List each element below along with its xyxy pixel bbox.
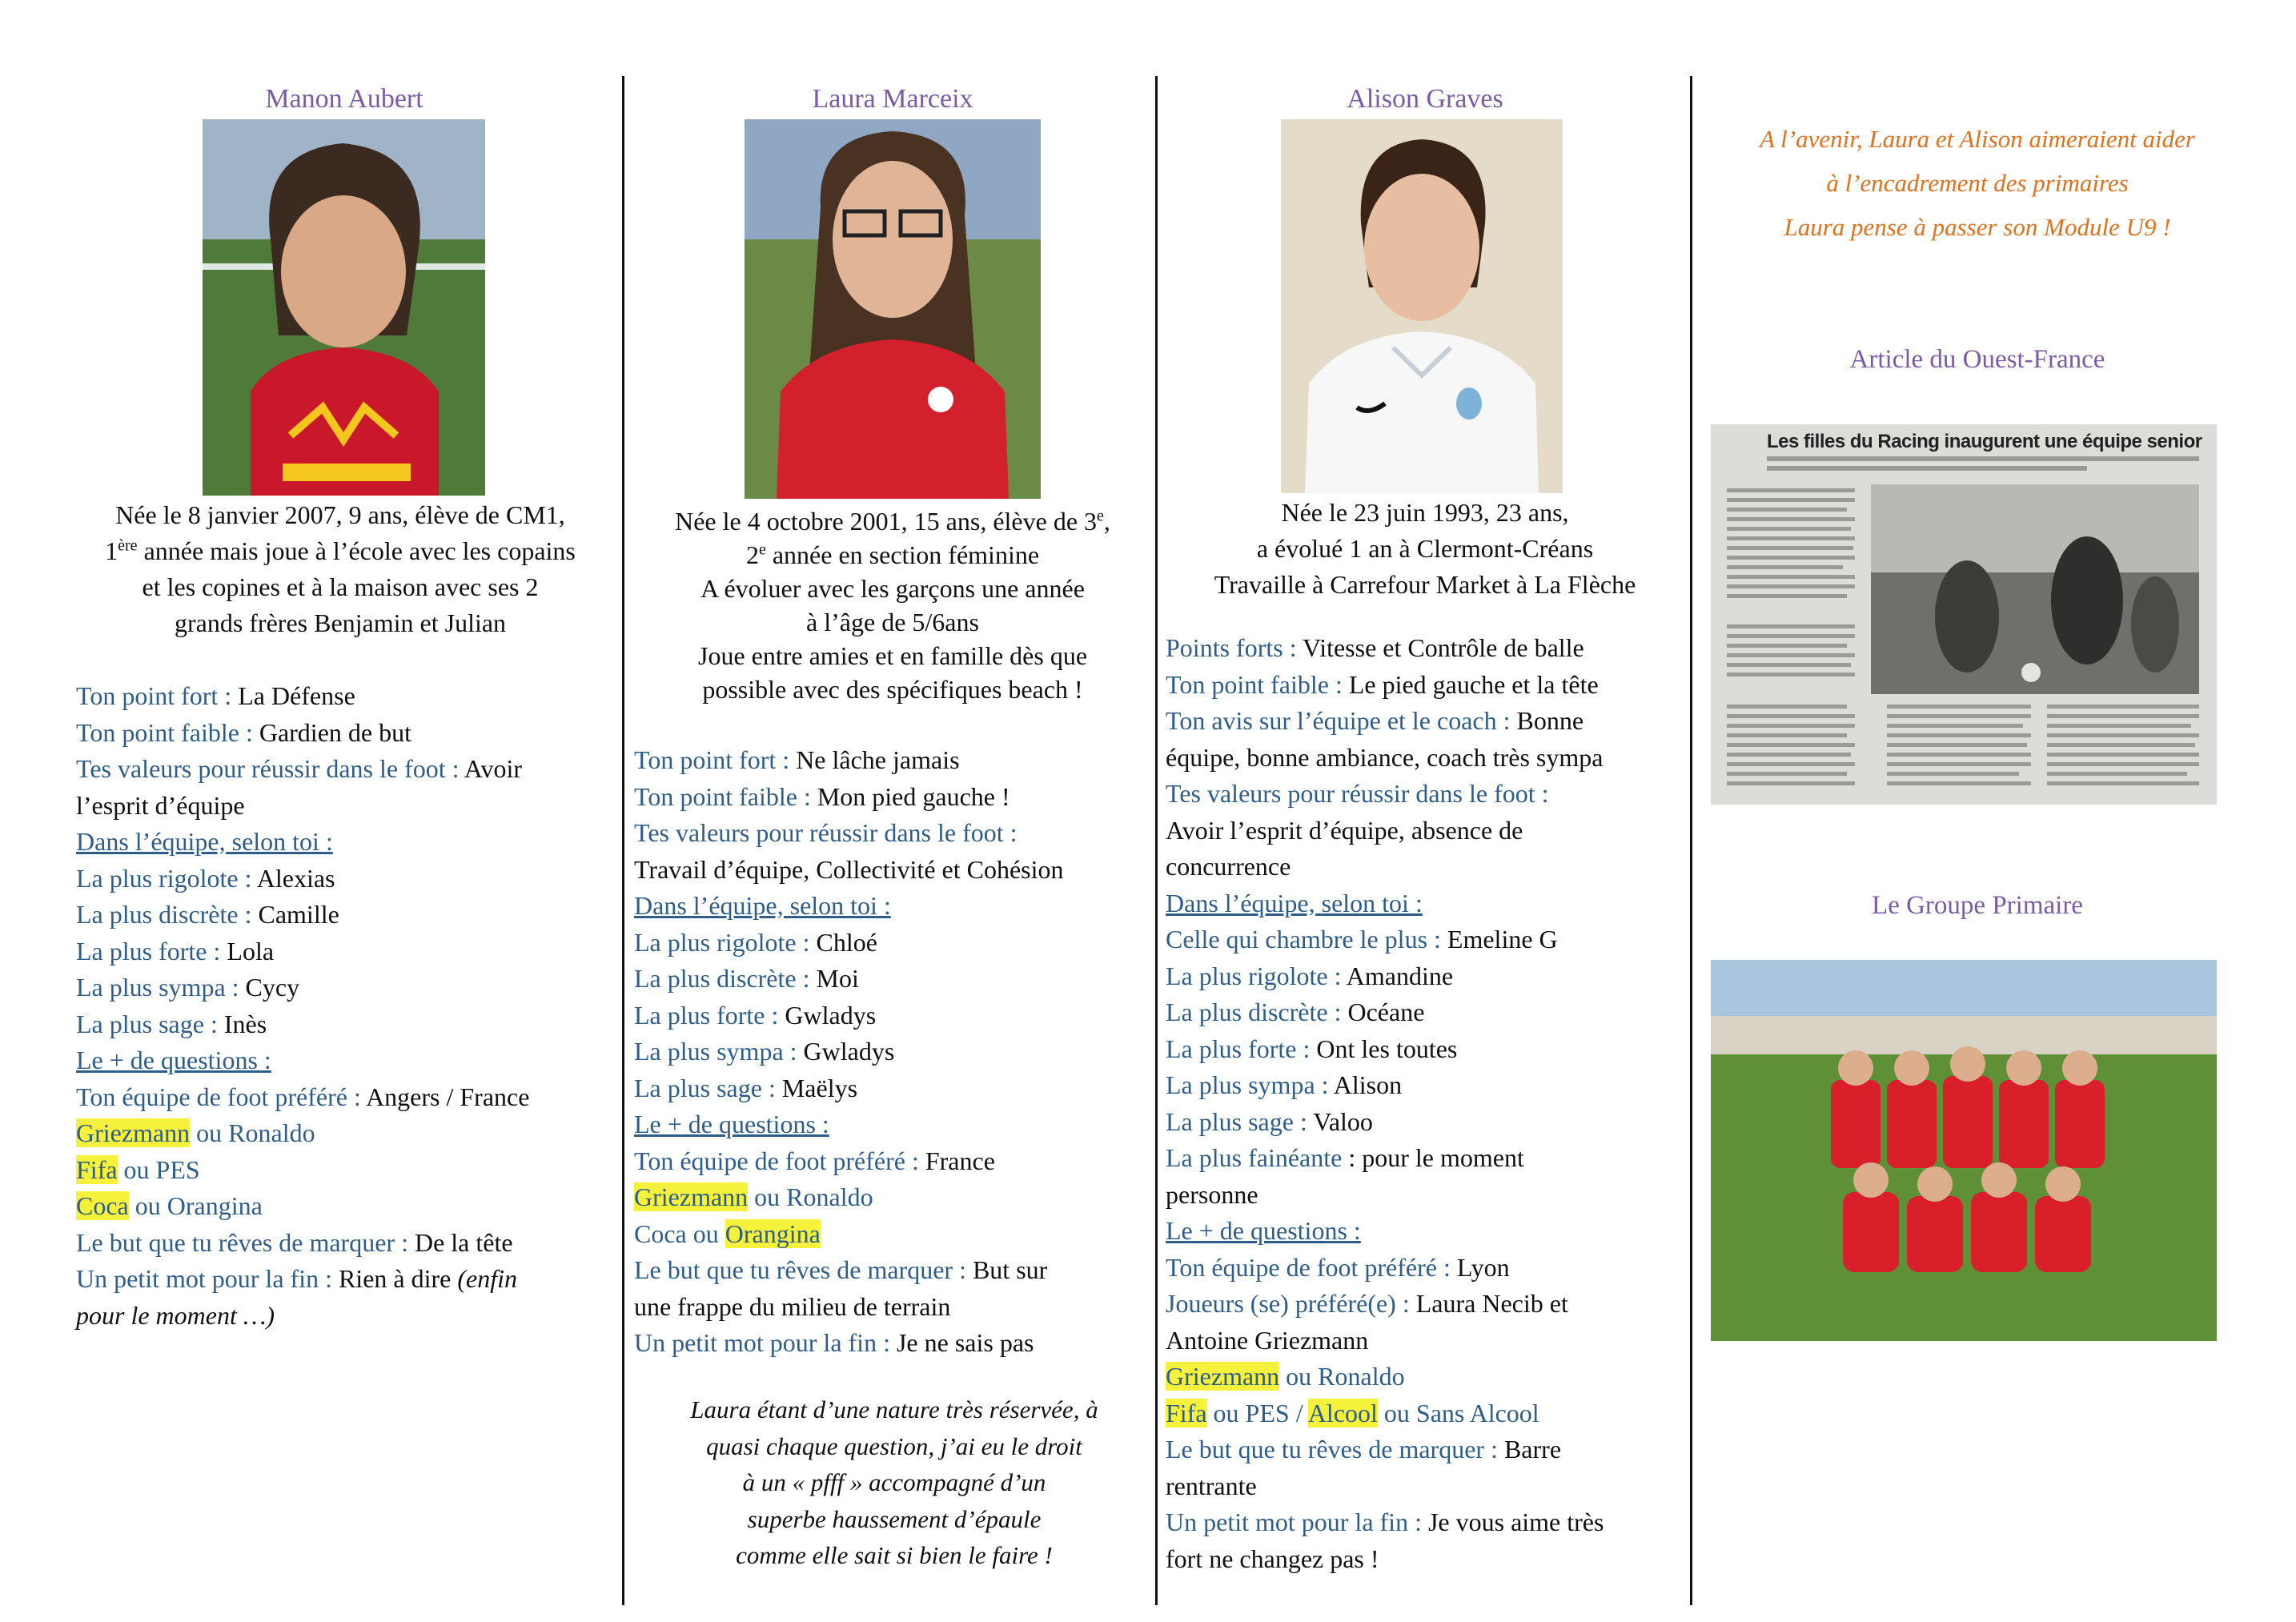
qa-row: La plus sympa : Gwladys (634, 1037, 895, 1066)
group-title: Le Groupe Primaire (1872, 891, 2083, 920)
section-heading: Dans l’équipe, selon toi : (634, 891, 891, 920)
qa-row: Joueurs (se) préféré(e) : Laura Necib et (1166, 1289, 1568, 1318)
qa-continuation: équipe, bonne ambiance, coach très sympa (1166, 742, 1604, 772)
qa-row: Ton point fort : La Défense (76, 681, 355, 710)
qa-row: Celle qui chambre le plus : Emeline G (1166, 925, 1558, 954)
qa-continuation: Avoir l’esprit d’équipe, absence de (1166, 815, 1523, 845)
qa-continuation: l’esprit d’équipe (76, 790, 245, 820)
player-name-alison: Alison Graves (1347, 84, 1503, 114)
interview-laura (634, 742, 1154, 1362)
qa-row: Points forts : Vitesse et Contrôle de balle (1166, 633, 1584, 662)
qa-row: Un petit mot pour la fin : Je ne sais pas (634, 1328, 1034, 1357)
section-heading: Dans l’équipe, selon toi : (76, 827, 333, 856)
qa-row: Le but que tu rêves de marquer : De la tête (76, 1227, 513, 1257)
qa-row: Tes valeurs pour réussir dans le foot : Avoir (76, 754, 523, 783)
bio-alison: Née le 23 juin 1993, 23 ans, a évolué 1 an à Clermont-Créans Travaille à Carrefour Market à La Flèche (1214, 498, 1636, 599)
qa-row: Un petit mot pour la fin : Je vous aime très (1166, 1508, 1604, 1536)
qa-row: La plus forte : Ont les toutes (1166, 1034, 1458, 1063)
section-heading: Le + de questions : (76, 1046, 271, 1074)
qa-row: La plus rigolote : Amandine (1166, 961, 1454, 990)
bio-manon: Née le 8 janvier 2007, 9 ans, élève de CM1, 1ère année mais joue à l’école avec les copains et les copines et à la maison avec ses 2 grands frères Benjamin et Julian (105, 500, 576, 637)
qa-continuation: concurrence (1166, 852, 1291, 881)
section-heading: Le + de questions : (634, 1110, 829, 1138)
qa-choice: Fifa ou PES (76, 1154, 200, 1184)
qa-label: Tes valeurs pour réussir dans le foot : (1166, 779, 1549, 808)
qa-choice: Griezmann ou Ronaldo (76, 1118, 315, 1147)
qa-row: La plus sympa : Alison (1166, 1070, 1403, 1099)
qa-row: La plus rigolote : Chloé (634, 927, 877, 957)
article-title: Article du Ouest-France (1849, 345, 2105, 374)
newspaper-clipping (1711, 424, 2217, 805)
qa-row: Le but que tu rêves de marquer : But sur (634, 1255, 1048, 1284)
photo-laura (745, 119, 1041, 499)
interview-manon (76, 678, 612, 1334)
photo-alison (1281, 119, 1563, 493)
qa-continuation: Travail d’équipe, Collectivité et Cohésion (634, 854, 1064, 884)
qa-row: Ton équipe de foot préféré : France (634, 1146, 995, 1175)
qa-continuation: pour le moment …) (76, 1300, 275, 1330)
qa-row: La plus discrète : Moi (634, 964, 859, 993)
qa-choice: Fifa ou PES / Alcool ou Sans Alcool (1166, 1398, 1539, 1427)
player-name-manon: Manon Aubert (265, 84, 423, 114)
qa-row: La plus discrète : Camille (76, 900, 339, 929)
qa-label: Tes valeurs pour réussir dans le foot : (634, 818, 1018, 847)
photo-manon (203, 119, 485, 496)
qa-continuation: une frappe du milieu de terrain (634, 1291, 951, 1321)
note-laura: Laura étant d’une nature très réservée, à quasi chaque question, j’ai eu le droit à un « pfff » accompagné d’un superbe haussement d’épaule comme elle sait si bien le faire ! (690, 1395, 1098, 1569)
qa-choice: Coca ou Orangina (634, 1219, 821, 1248)
section-heading: Le + de questions : (1166, 1216, 1361, 1245)
qa-row: La plus sage : Inès (76, 1009, 267, 1038)
column-divider-3 (1690, 76, 1692, 1605)
interview-alison (1166, 630, 1686, 1577)
group-photo (1711, 960, 2217, 1341)
player-name-laura: Laura Marceix (812, 84, 973, 114)
column-divider-1 (622, 76, 624, 1605)
qa-row: Ton point faible : Le pied gauche et la tête (1166, 669, 1599, 699)
qa-row: La plus discrète : Océane (1166, 998, 1425, 1026)
qa-continuation: rentrante (1166, 1471, 1257, 1500)
clipping-headline: Les filles du Racing inaugurent une équipe senior (1767, 431, 2202, 452)
qa-row: Le but que tu rêves de marquer : Barre (1166, 1435, 1562, 1463)
qa-row: Ton avis sur l’équipe et le coach : Bonne (1166, 706, 1584, 735)
qa-row: La plus forte : Gwladys (634, 1000, 877, 1030)
qa-choice: Coca ou Orangina (76, 1191, 263, 1220)
qa-row: La plus sage : Valoo (1166, 1106, 1373, 1136)
qa-row: Ton point fort : Ne lâche jamais (634, 745, 960, 774)
qa-continuation: Antoine Griezmann (1166, 1325, 1369, 1355)
qa-row: Un petit mot pour la fin : Rien à dire (enfin (76, 1264, 517, 1293)
qa-row: La plus rigolote : Alexias (76, 863, 335, 893)
qa-row: La plus sympa : Cycy (76, 973, 300, 1002)
qa-row: Ton équipe de foot préféré : Lyon (1166, 1252, 1510, 1282)
column-divider-2 (1155, 76, 1158, 1605)
qa-row: La plus sage : Maëlys (634, 1073, 858, 1102)
qa-row: Ton équipe de foot préféré : Angers / France (76, 1082, 530, 1111)
section-heading: Dans l’équipe, selon toi : (1166, 888, 1423, 917)
qa-choice: Griezmann ou Ronaldo (634, 1182, 873, 1211)
qa-continuation: fort ne changez pas ! (1166, 1544, 1379, 1573)
qa-row: La plus forte : Lola (76, 936, 275, 966)
future-plans-note: A l’avenir, Laura et Alison aimeraient aider à l’encadrement des primaires Laura pense à passer son Module U9 ! (1760, 125, 2195, 241)
bio-laura: Née le 4 octobre 2001, 15 ans, élève de 3e, 2e année en section féminine A évoluer avec les garçons une année à l’âge de 5/6ans Joue entre amies et en famille dès que possible avec des spécifiques beach ! (675, 507, 1110, 704)
qa-continuation: personne (1166, 1179, 1258, 1209)
qa-row: La plus fainéante : pour le moment (1166, 1143, 1524, 1172)
qa-choice: Griezmann ou Ronaldo (1166, 1362, 1405, 1391)
qa-row: Ton point faible : Gardien de but (76, 717, 411, 747)
qa-row: Ton point faible : Mon pied gauche ! (634, 781, 1010, 811)
